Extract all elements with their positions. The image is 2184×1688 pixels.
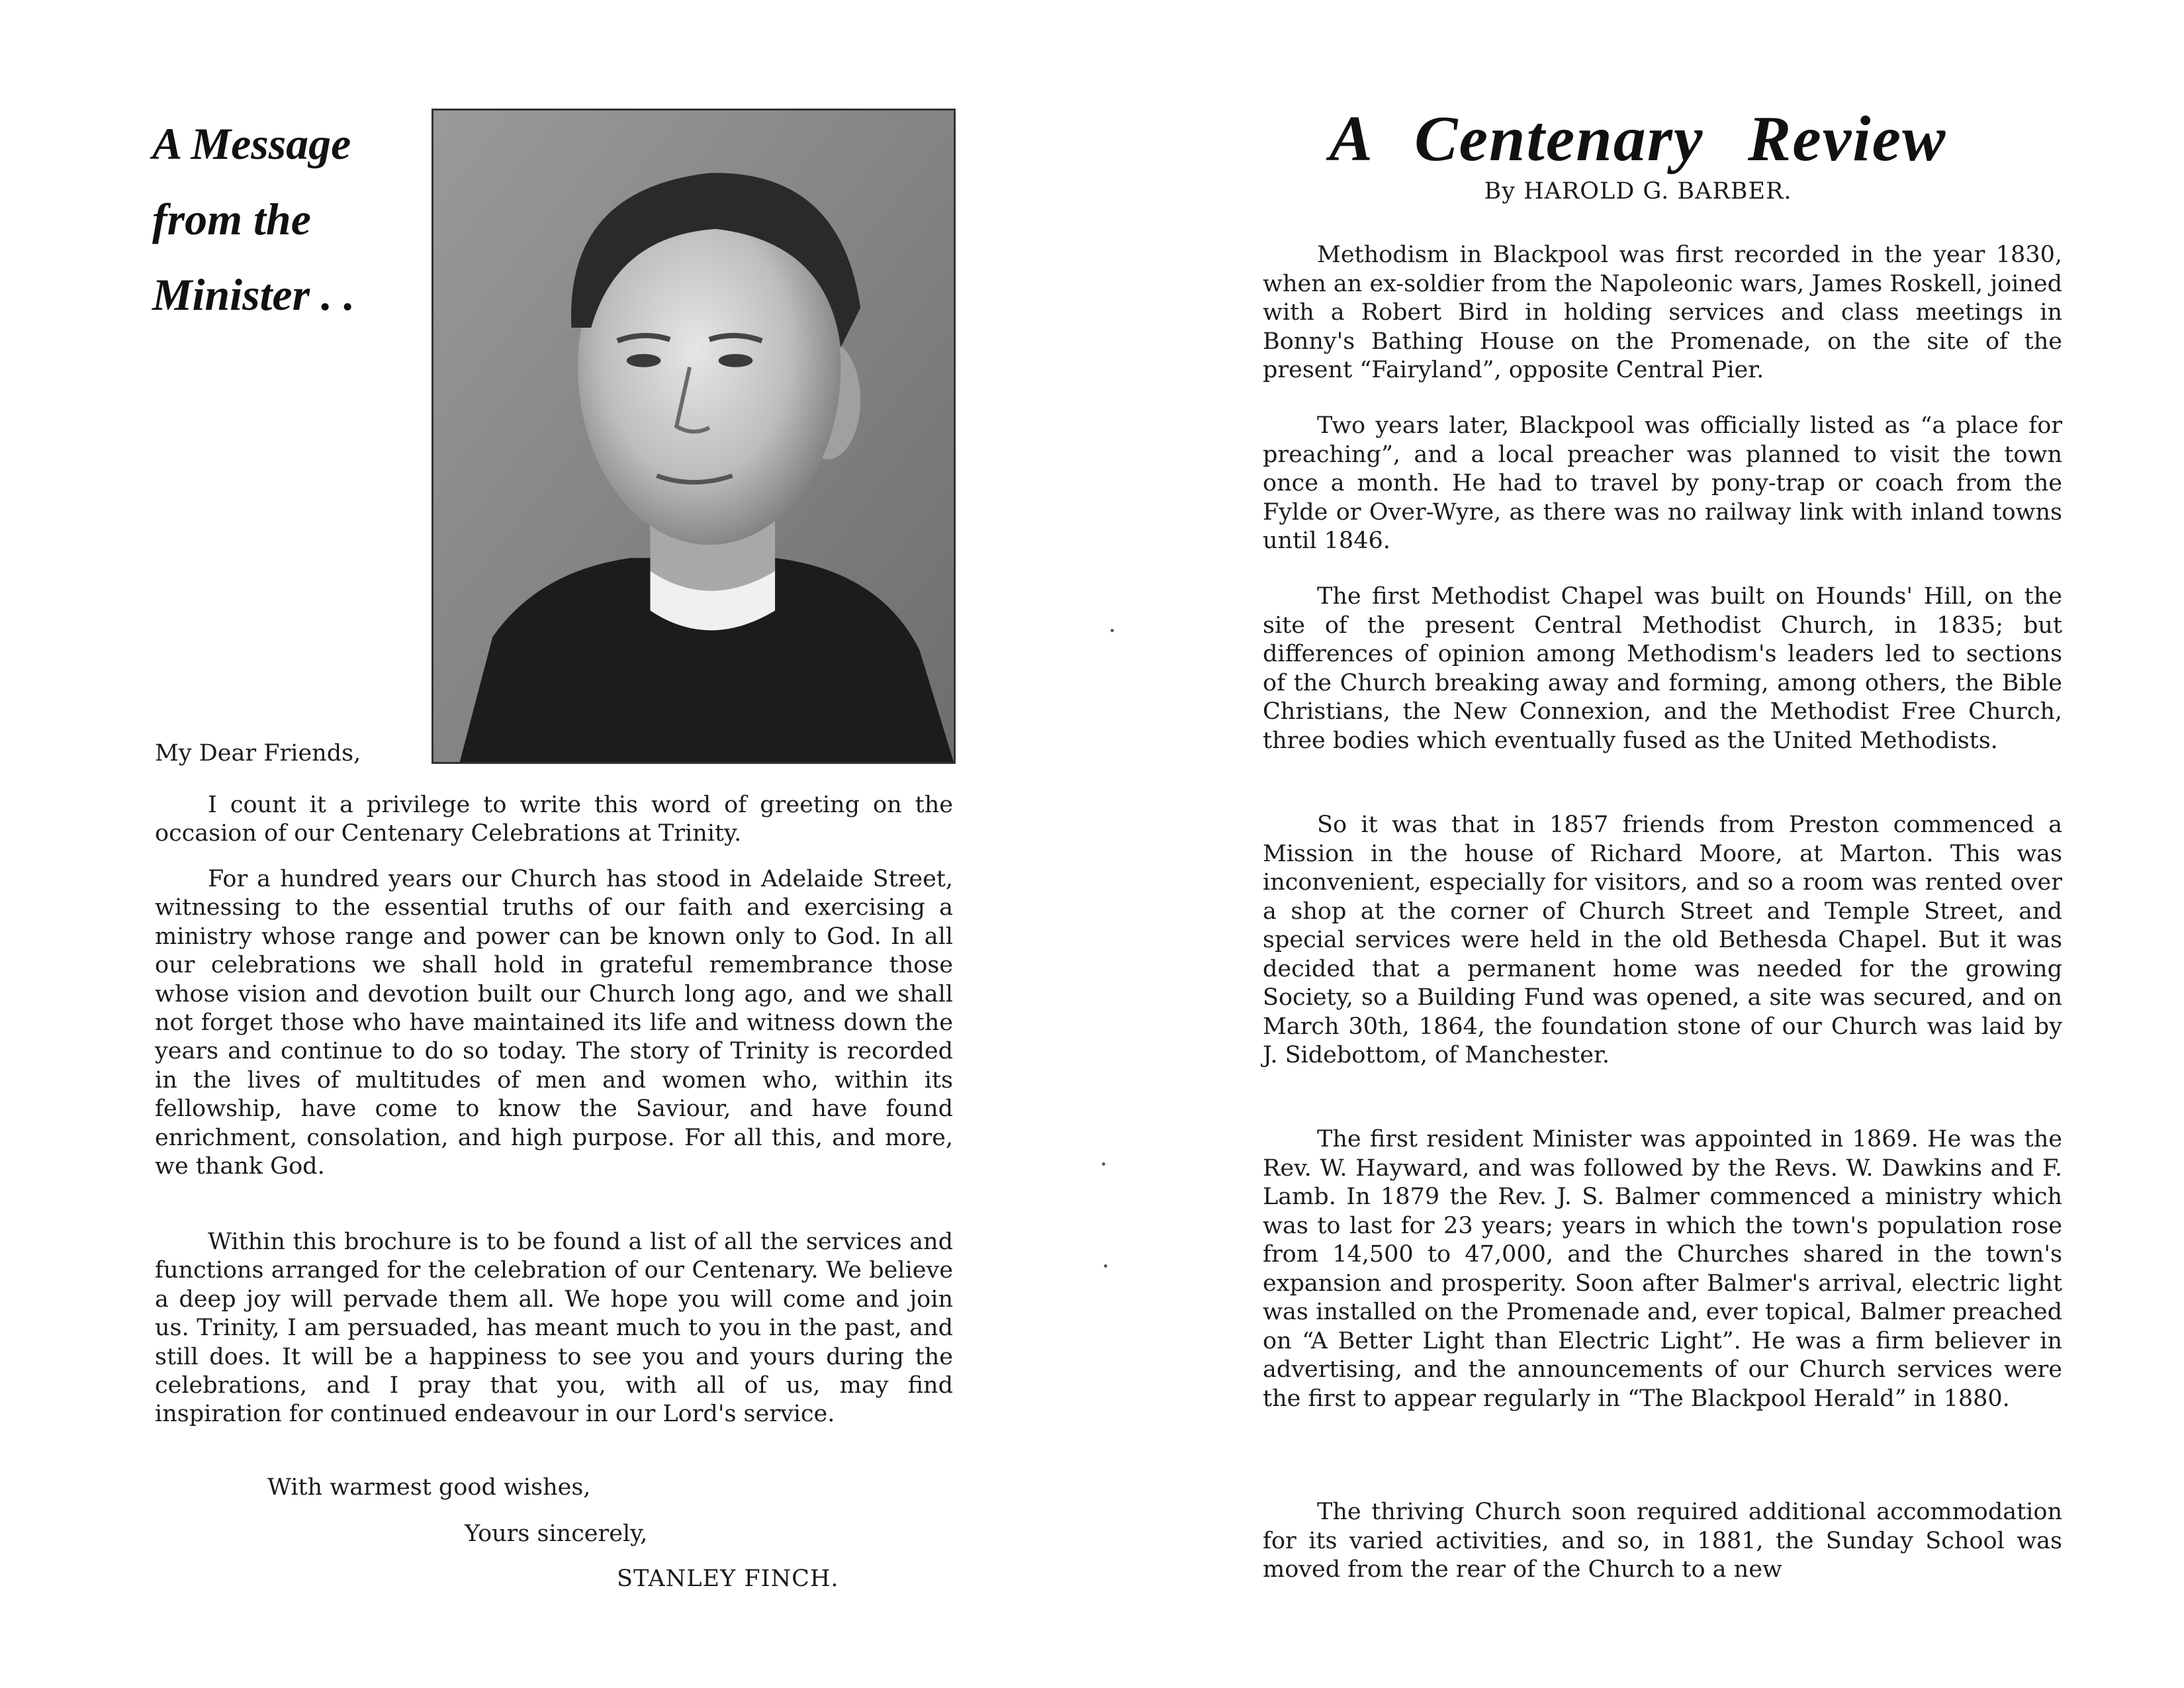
- letter-closing-wishes: With warmest good wishes,: [267, 1474, 591, 1501]
- minister-portrait-icon: [433, 111, 954, 762]
- letter-closing-sincerely: Yours sincerely,: [465, 1521, 648, 1547]
- minister-portrait-photo: [432, 109, 956, 764]
- review-paragraph-5: The first resident Minister was appointed in 1869. He was the Rev. W. Hayward, and was followed by the Revs. W. Dawkins and F. Lamb. In 1879 the Rev. J. S. Balmer commenced a ministry which was to last for 23 years; years in which the town's population rose from 14,500 to 47,000, and the Churches shared in the town's expansion and prosperity. Soon after Balmer's arrival, electric light was installed on the Promenade and, ever topical, Balmer preached on “A Better Light than Electric Light”. He was a firm believer in advertising, and the announcements of our Church services were the first to appear regularly in “The Blackpool Herald” in 1880.: [1263, 1126, 2062, 1412]
- review-paragraph-1: Methodism in Blackpool was first recorded in the year 1830, when an ex-soldier from the Napoleonic wars, James Roskell, joined with a Robert Bird in holding services and class meetings in Bonny's Bathing House on the Promenade, on the site of the present “Fairyland”, opposite Central Pier.: [1263, 242, 2062, 383]
- review-paragraph-2: Two years later, Blackpool was officially listed as “a place for preaching”, and a local preacher was planned to visit the town once a month. He had to travel by pony-trap or coach from the Fylde or Over-Wyre, as there was no railway link with inland towns until 1846.: [1263, 412, 2062, 554]
- message-heading: [152, 106, 430, 332]
- review-paragraph-3: The first Methodist Chapel was built on Hounds' Hill, on the site of the present Central Methodist Church, in 1835; but differences of opinion among Methodism's leaders led to sections of the Church breaking away and forming, among others, the Bible Christians, the New Connexion, and the Methodist Free Church, three bodies which eventually fused as the United Methodists.: [1263, 583, 2062, 754]
- message-heading-line-1: A Message: [152, 118, 351, 169]
- paper-speck: [1111, 629, 1114, 632]
- letter-paragraph-1: I count it a privilege to write this word of greeting on the occasion of our Centenary Celebrations at Trinity.: [155, 792, 953, 847]
- review-byline: By HAROLD G. BARBER.: [1484, 178, 1792, 205]
- paper-speck: [1102, 1162, 1105, 1166]
- review-title: A Centenary Review: [1329, 103, 1947, 175]
- review-paragraph-6: The thriving Church soon required additional accommodation for its varied activities, and so, in 1881, the Sunday School was moved from the rear of the Church to a new: [1263, 1499, 2062, 1583]
- message-heading-line-3: Minister . .: [152, 269, 355, 320]
- letter-signature: STANLEY FINCH.: [617, 1566, 839, 1592]
- letter-paragraph-2: For a hundred years our Church has stood in Adelaide Street, witnessing to the essential truths of our faith and exercising a ministry whose range and power can be known only to God. In all our celebrations we shall hold in grateful remembrance those whose vision and devotion built our Church long ago, and we shall not forget those who have maintained its life and witness down the years and continue to do so today. The story of Trinity is recorded in the lives of multitudes of men and women who, within its fellowship, have come to know the Saviour, and have found enrichment, consolation, and high purpose. For all this, and more, we thank God.: [155, 866, 953, 1180]
- review-paragraph-4: So it was that in 1857 friends from Preston commenced a Mission in the house of Richard Moore, at Marton. This was inconvenient, especially for visitors, and so a room was rented over a shop at the corner of Church Street and Temple Street, and special services were held in the old Bethesda Chapel. But it was decided that a permanent home was needed for the growing Society, so a Building Fund was opened, a site was secured, and on March 30th, 1864, the foundation stone of our Church was laid by J. Sidebottom, of Manchester.: [1263, 812, 2062, 1068]
- paper-speck: [1104, 1264, 1107, 1268]
- letter-paragraph-3: Within this brochure is to be found a list of all the services and functions arranged for the celebration of our Centenary. We believe a deep joy will pervade them all. We hope you will come and join us. Trinity, I am persuaded, has meant much to you in the past, and still does. It will be a happiness to see you and yours during the celebrations, and I pray that you, with all of us, may find inspiration for continued endeavour in our Lord's service.: [155, 1229, 953, 1428]
- letter-salutation: My Dear Friends,: [155, 740, 361, 767]
- message-heading-line-2: from the: [152, 194, 311, 244]
